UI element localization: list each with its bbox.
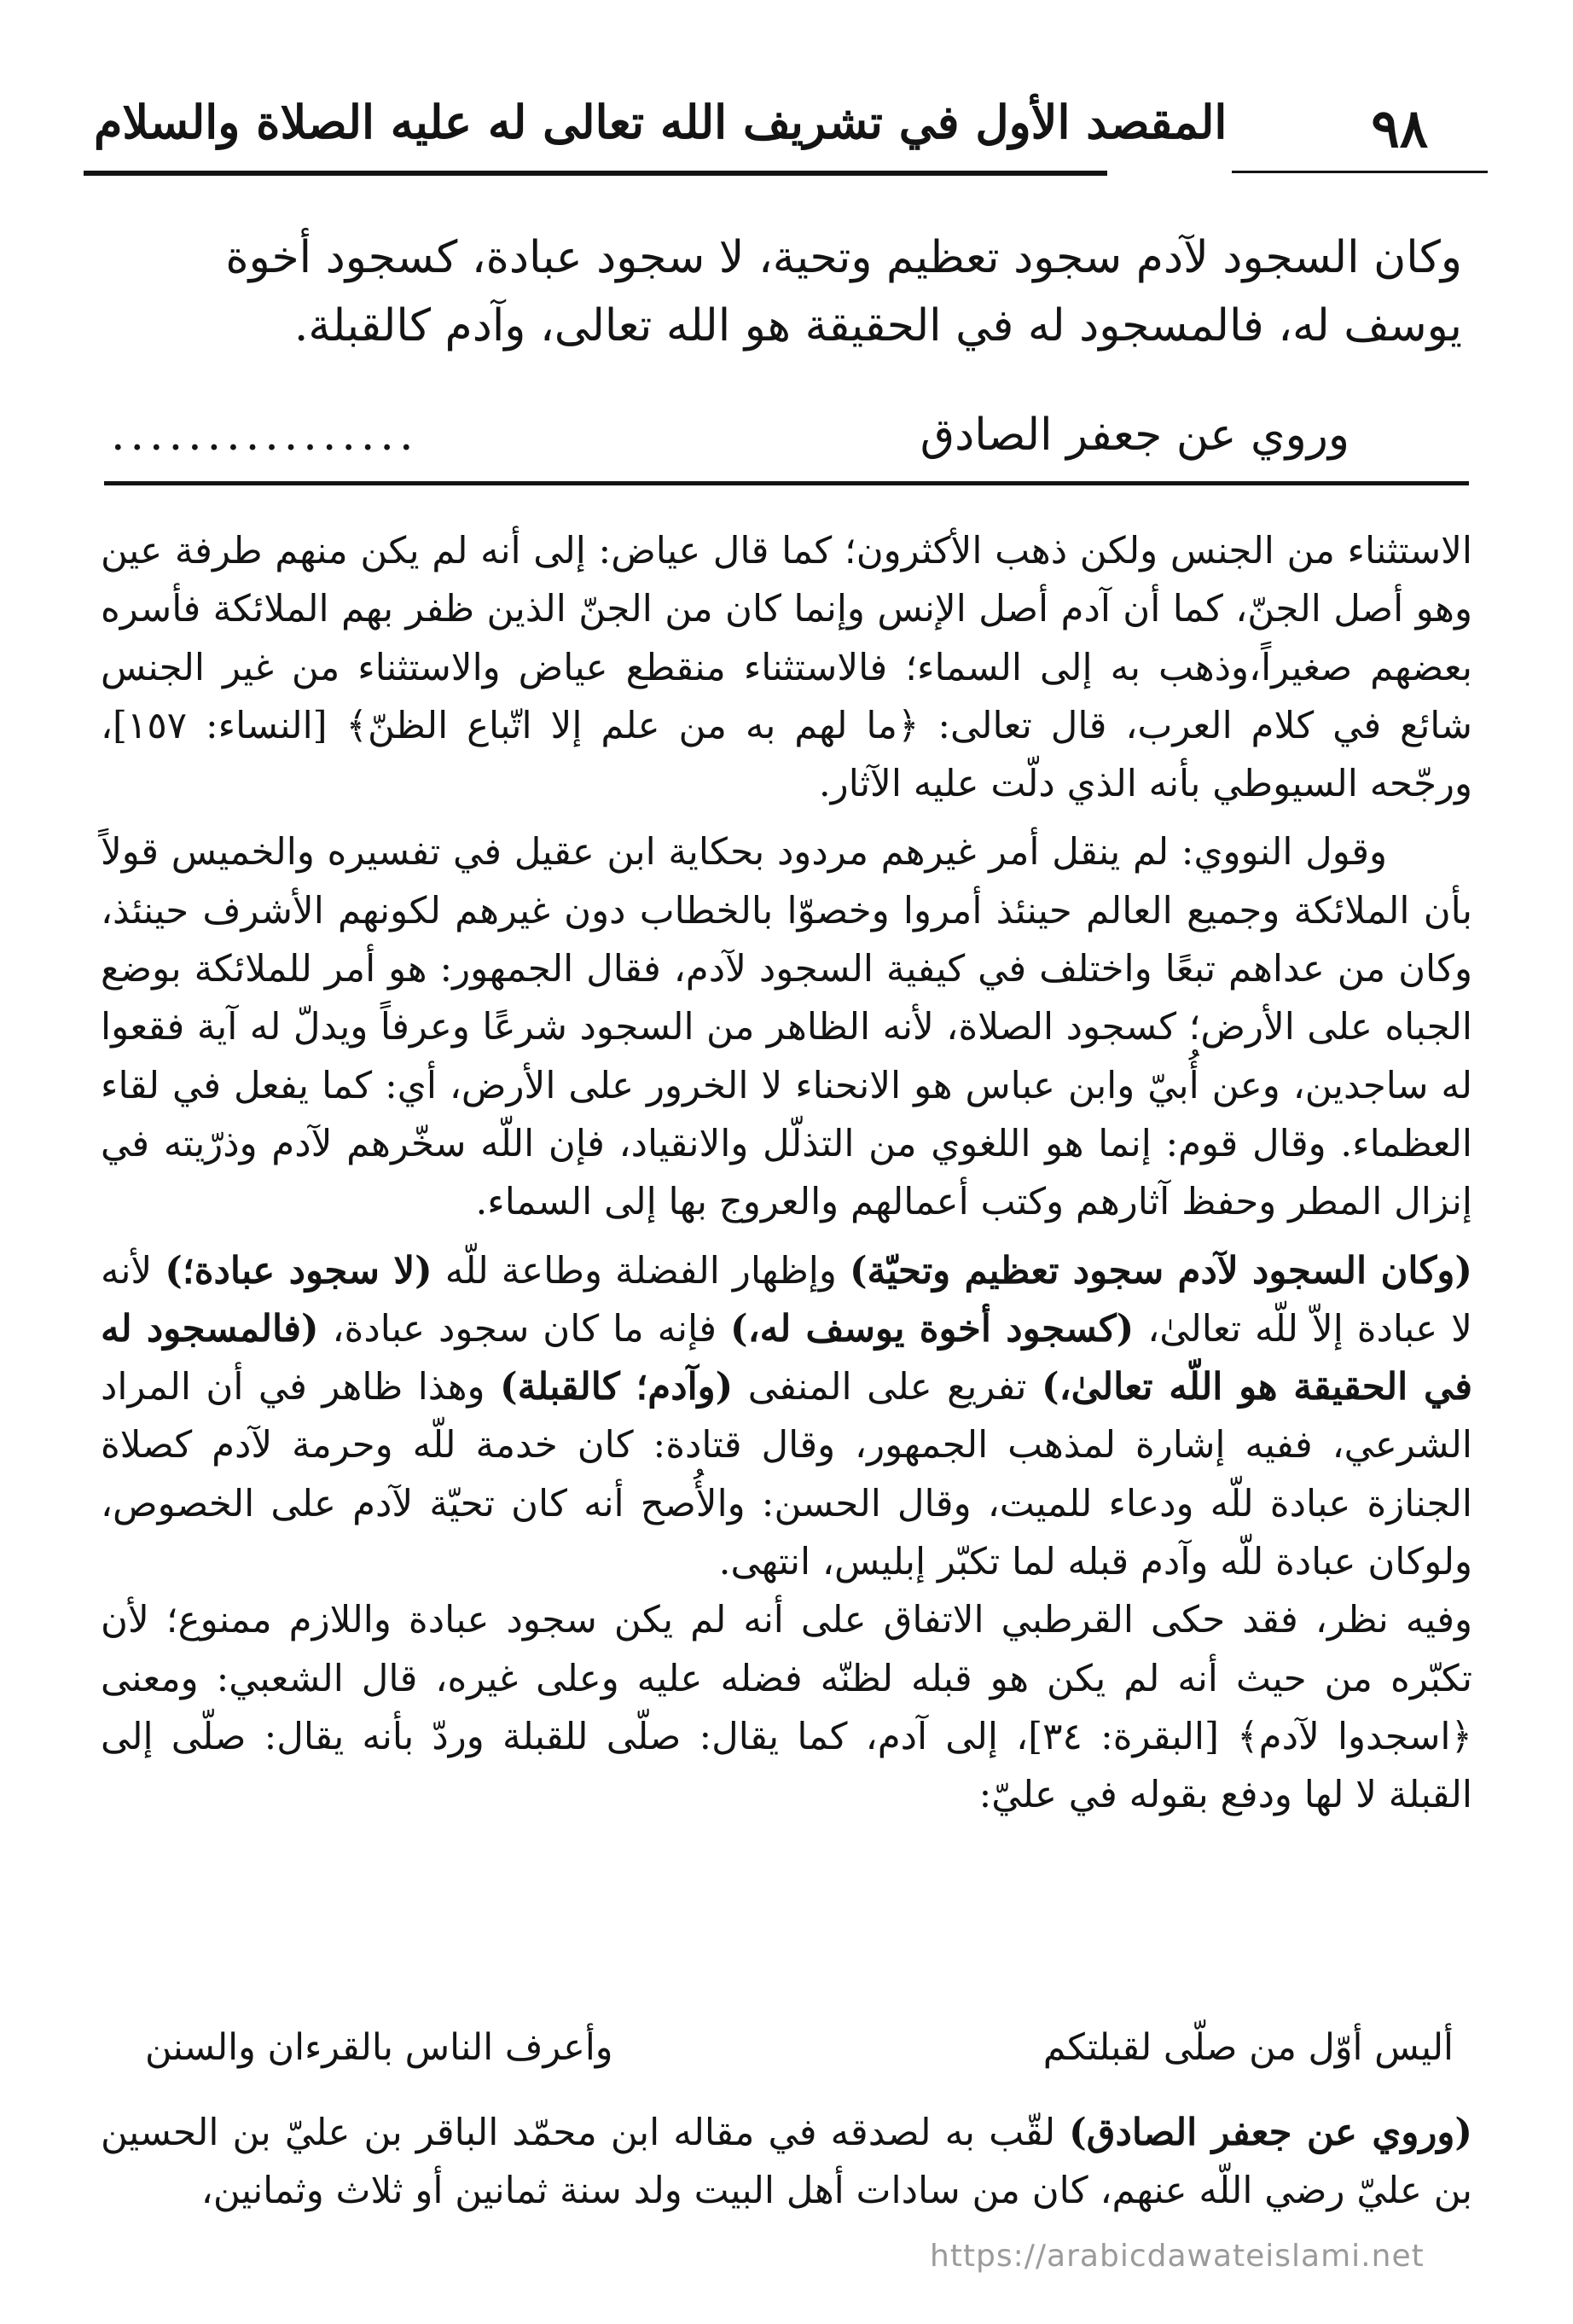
quoted-matn: (كسجود أخوة يوسف له،) [730, 1306, 1135, 1351]
commentary-text: لأنه لا عبادة إلاّ للّه تعالىٰ، [101, 1249, 1472, 1351]
commentary-paragraph [101, 1242, 1472, 1592]
quoted-matn: (وآدم؛ كالقبلة) [500, 1365, 734, 1409]
commentary-text: فإنه ما كان سجود عبادة، [318, 1307, 731, 1351]
quoted-matn: (وكان السجود لآدم سجود تعظيم وتحيّة) [849, 1248, 1472, 1293]
poetry-verse [145, 2018, 1454, 2077]
verse-first-hemistich: أليس أوّل من صلّى لقبلتكم [1042, 2026, 1454, 2069]
ellipsis-dots: ................ [111, 410, 419, 461]
commentary-paragraph: وفيه نظر، فقد حكى القرطبي الاتفاق على أنه لم يكن سجود عبادة واللازم ممنوع؛ لأن تكبّره من حيث أنه لم يكن هو قبله لظنّه فضله عليه وعلى غيره، قال الشعبي: ومعنى ﴿اسجدوا لآدم﴾ [البقرة: ٣٤]، إلى آدم، كما يقال: صلّى للقبلة وردّ بأنه يقال: صلّى إلى القبلة لا لها ودفع بقوله في عليّ: [101, 1599, 1472, 1817]
commentary-continued [101, 2104, 1472, 2220]
page-header [51, 60, 1522, 171]
header-rule [84, 171, 1107, 176]
commentary-text: وهذا ظاهر في أن المراد الشرعي، ففيه إشارة لمذهب الجمهور، وقال قتادة: كان خدمة للّه وحرمة لآدم كصلاة الجنازة عبادة للّه ودعاء للميت، وقال الحسن: والأُصح أنه كان تحيّة لآدم على الخصوص، ولوكان عبادة للّه وآدم قبله لما تكبّر إبليس، انتهى. [101, 1366, 1472, 1584]
commentary-paragraph: الاستثناء من الجنس ولكن ذهب الأكثرون؛ كما قال عياض: إلى أنه لم يكن منهم طرفة عين وهو أصل الجنّ، كما أن آدم أصل الإنس وإنما كان من الجنّ الذين ظفر بهم الملائكة فأسره بعضهم صغيراً،وذهب به إلى السماء؛ فالاستثناء منقطع عياض والاستثناء من غير الجنس شائع في كلام العرب، قال تعالى: ﴿ما لهم به من علم إلا اتّباع الظنّ﴾ [النساء: ١٥٧]، ورجّحه السيوطي بأنه الذي دلّت عليه الآثار. [101, 530, 1472, 806]
commentary-text: لقّب به لصدقه في مقاله ابن محمّد الباقر بن عليّ بن الحسين بن عليّ رضي اللّه عنهم، كان من سادات أهل البيت ولد سنة ثمانين أو ثلاث وثمانين، [101, 2112, 1472, 2212]
main-text-line: يوسف له، فالمسجود له في الحقيقة هو الله تعالى، وآدم كالقبلة. [293, 300, 1462, 352]
text-divider [104, 481, 1469, 485]
main-text-last-line [111, 401, 1350, 469]
verse-second-hemistich: وأعرف الناس بالقرءان والسنن [145, 2026, 613, 2069]
main-text [111, 224, 1462, 360]
quoted-matn: (فالمسجود له في الحقيقة هو اللّه تعالىٰ،) [101, 1306, 1472, 1409]
commentary-paragraph [101, 2104, 1472, 2220]
commentary [101, 522, 1472, 1825]
main-text-lead: وروي عن جعفر الصادق [920, 410, 1350, 461]
page-number: ٩٨ [1371, 97, 1428, 160]
commentary-text: تفريع على المنفى [733, 1366, 1042, 1409]
commentary-text: وإظهار الفضلة وطاعة للّه [432, 1249, 850, 1293]
watermark: https://arabicdawateislami.net [930, 2239, 1425, 2274]
header-rule-short [1232, 171, 1488, 173]
main-text-line: وكان السجود لآدم سجود تعظيم وتحية، لا سجود عبادة، كسجود أخوة [225, 232, 1462, 283]
running-title: المقصد الأول في تشريف الله تعالى له عليه الصلاة والسلام [94, 95, 1228, 149]
quoted-matn: (لا سجود عبادة؛) [165, 1248, 432, 1293]
commentary-paragraph: وقول النووي: لم ينقل أمر غيرهم مردود بحكاية ابن عقيل في تفسيره والخميس قولاً بأن الملائكة وجميع العالم حينئذ أمروا وخصوّا بالخطاب دون غيرهم لكونهم الأشرف حينئذ، وكان من عداهم تبعًا واختلف في كيفية السجود لآدم، فقال الجمهور: هو أمر للملائكة بوضع الجباه على الأرض؛ كسجود الصلاة، لأنه الظاهر من السجود شرعًا وعرفاً ويدلّ له آية فقعوا له ساجدين، وعن أُبيّ وابن عباس هو الانحناء لا الخرور على الأرض، أي: كما يفعل في لقاء العظماء. وقال قوم: إنما هو اللغوي من التذلّل والانقياد، فإن اللّه سخّرهم لآدم وذرّيته في إنزال المطر وحفظ آثارهم وكتب أعمالهم والعروج بها إلى السماء. [101, 831, 1472, 1224]
quoted-matn: (وروي عن جعفر الصادق) [1069, 2111, 1472, 2154]
